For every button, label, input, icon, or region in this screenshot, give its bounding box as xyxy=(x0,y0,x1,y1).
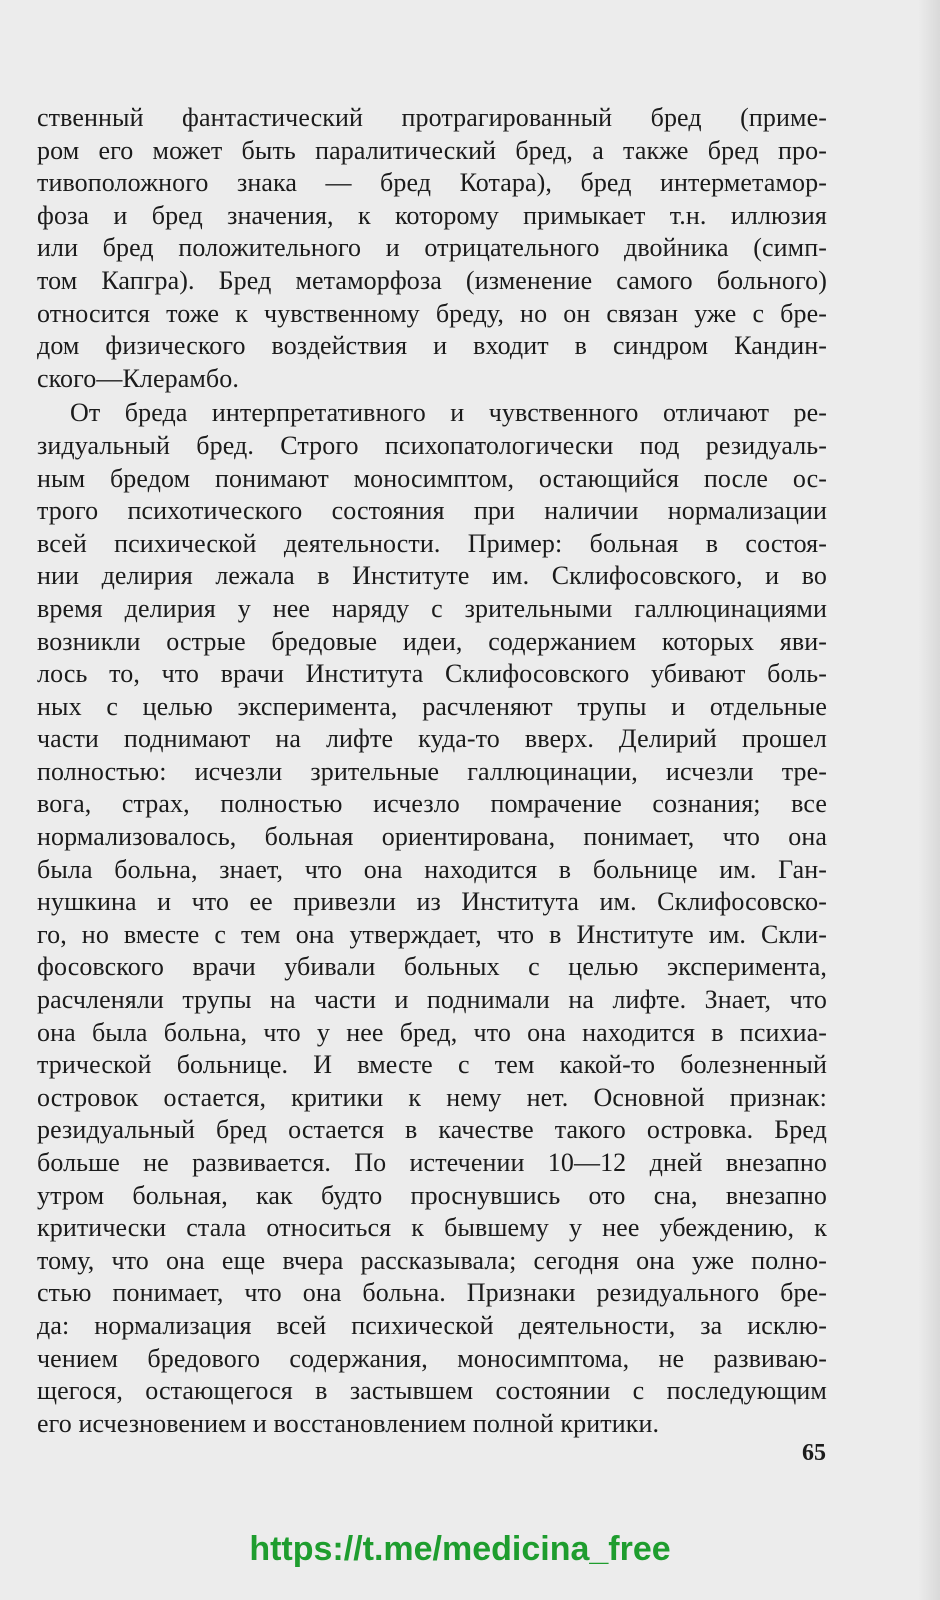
text-line: фосовского врачи убивали больных с целью эксперимента, xyxy=(37,952,827,982)
text-line: вога, страх, полностью исчезло помрачение сознания; все xyxy=(37,789,827,819)
text-line: тивоположного знака — бред Котара), бред интерметамор- xyxy=(37,168,827,198)
text-line: или бред положительного и отрицательного двойника (симп- xyxy=(37,233,827,263)
text-line: трого психотического состояния при наличии нормализации xyxy=(37,496,827,526)
text-line: критически стала относиться к бывшему у нее убеждению, к xyxy=(37,1213,827,1243)
channel-link[interactable]: https://t.me/medicina_free xyxy=(249,1530,671,1568)
text-line: она была больна, что у нее бред, что она находится в психиа- xyxy=(37,1017,827,1047)
text-line: тому, что она еще вчера рассказывала; сегодня она уже полно- xyxy=(37,1245,827,1275)
text-line: ром его может быть паралитический бред, а также бред про- xyxy=(37,135,827,165)
text-line: ственный фантастический протрагированный бред (приме- xyxy=(37,103,827,132)
page-number: 65 xyxy=(802,1440,826,1466)
text-line: том Капгра). Бред метаморфоза (изменение самого больного) xyxy=(37,265,827,295)
text-line: фоза и бред значения, к которому примыкает т.н. иллюзия xyxy=(37,200,827,230)
text-line: нии делирия лежала в Институте им. Склифосовского, и во xyxy=(37,561,827,591)
text-line: относится тоже к чувственному бреду, но он связан уже с бре- xyxy=(37,298,827,328)
text-line: полностью: исчезли зрительные галлюцинации, исчезли тре- xyxy=(37,756,827,786)
text-line: нормализовалось, больная ориентирована, понимает, что она xyxy=(37,822,827,852)
text-line: ным бредом понимают моносимптом, остающийся после ос- xyxy=(37,463,827,493)
text-line: дом физического воздействия и входит в синдром Кандин- xyxy=(37,331,827,361)
text-line: резидуальный бред остается в качестве такого островка. Бред xyxy=(37,1115,827,1145)
body-text xyxy=(37,102,827,1440)
text-line: ского—Клерамбо. xyxy=(37,363,239,393)
text-line: ных с целью эксперимента, расчленяют трупы и отдельные xyxy=(37,691,827,721)
text-line: была больна, знает, что она находится в больнице им. Ган- xyxy=(37,854,827,884)
text-line: го, но вместе с тем она утверждает, что в Институте им. Скли- xyxy=(37,919,827,949)
text-line: утром больная, как будто проснувшись ото сна, внезапно xyxy=(37,1180,827,1210)
paragraph xyxy=(37,397,827,1440)
text-line: чением бредового содержания, моносимптома, не развиваю- xyxy=(37,1343,827,1373)
text-line: От бреда интерпретативного и чувственного отличают ре- xyxy=(70,398,827,428)
paragraph xyxy=(37,102,827,395)
text-line: больше не развивается. По истечении 10—12 дней внезапно xyxy=(37,1148,827,1177)
text-line: расчленяли трупы на части и поднимали на лифте. Знает, что xyxy=(37,985,827,1015)
text-line: нушкина и что ее привезли из Института им. Склифосовско- xyxy=(37,887,827,917)
text-line: возникли острые бредовые идеи, содержанием которых яви- xyxy=(37,626,827,656)
text-line: стью понимает, что она больна. Признаки резидуального бре- xyxy=(37,1278,827,1308)
text-line: островок остается, критики к нему нет. Основной признак: xyxy=(37,1082,827,1112)
text-line: части поднимают на лифте куда-то вверх. Делирий прошел xyxy=(37,724,827,754)
text-line: время делирия у нее наряду с зрительными галлюцинациями xyxy=(37,593,827,623)
text-line: щегося, остающегося в застывшем состоянии с последующим xyxy=(37,1376,827,1406)
text-line: да: нормализация всей психической деятельности, за исклю- xyxy=(37,1310,827,1340)
text-line: лось то, что врачи Института Склифосовского убивают боль- xyxy=(37,659,827,689)
text-line: всей психической деятельности. Пример: больная в состоя- xyxy=(37,528,827,558)
page-edge-shadow xyxy=(918,0,940,1600)
text-line: зидуальный бред. Строго психопатологически под резидуаль- xyxy=(37,430,827,460)
text-line: трической больнице. И вместе с тем какой-то болезненный xyxy=(37,1050,827,1080)
text-line: его исчезновением и восстановлением полной критики. xyxy=(37,1408,660,1438)
